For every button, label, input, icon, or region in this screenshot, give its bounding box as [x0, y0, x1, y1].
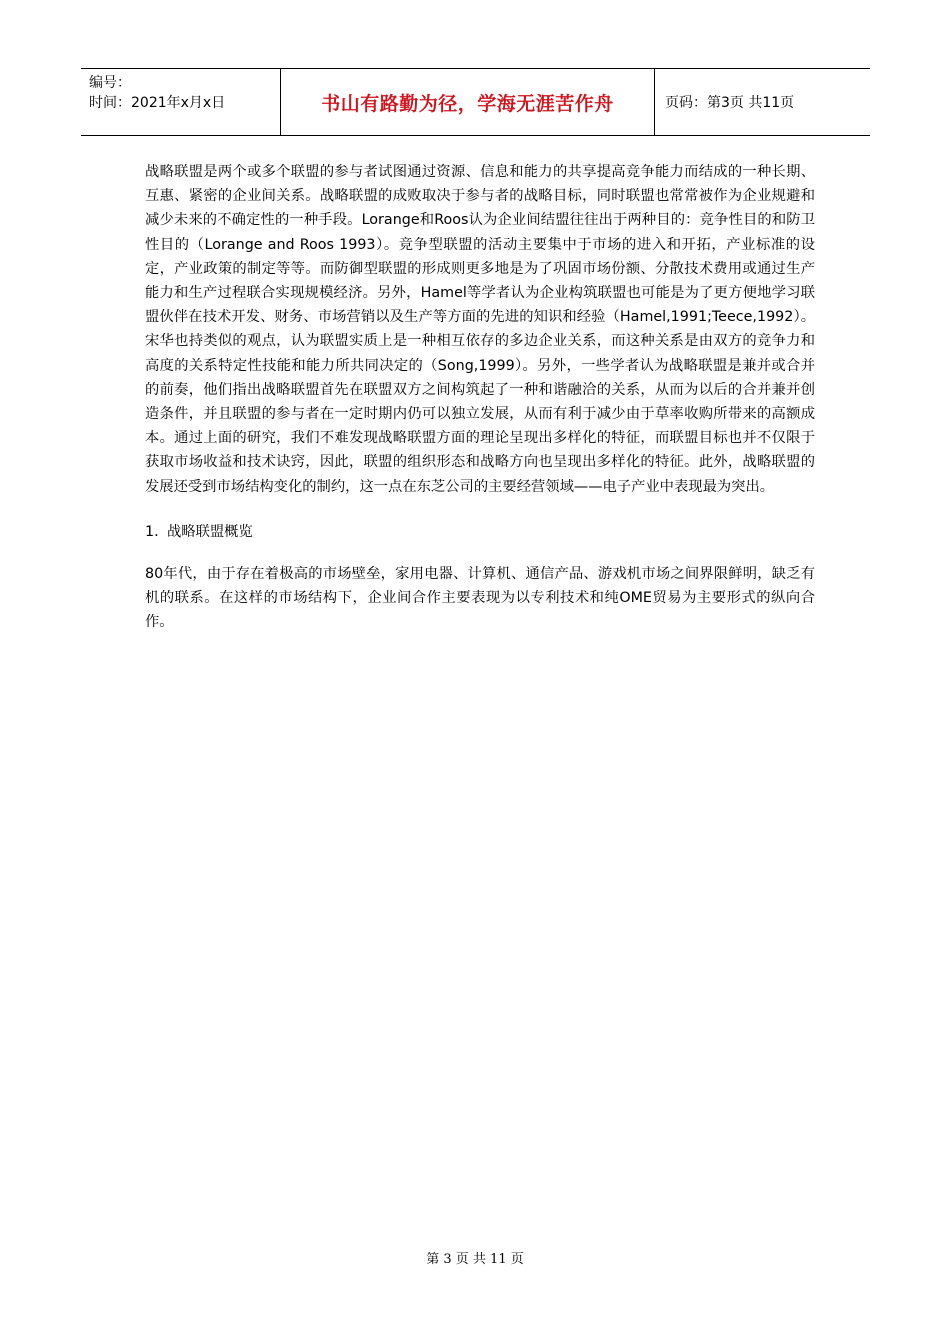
section-title: 战略联盟概览 — [167, 523, 253, 540]
page-info: 页码：第3页 共11页 — [665, 95, 795, 111]
motto-text: 书山有路勤为径，学海无涯苦作舟 — [321, 92, 614, 115]
page-footer: 第 3 页 共 11 页 — [426, 1252, 524, 1267]
document-header — [81, 68, 870, 136]
header-meta-cell — [81, 69, 281, 135]
paragraph-strategic-alliance-intro: 战略联盟是两个或多个联盟的参与者试图通过资源、信息和能力的共享提高竞争能力而结成的一种长期、互惠、紧密的企业间关系。战略联盟的成败取决于参与者的战略目标，同时联盟也常常被作为企业规避和减少未来的不确定性的一种手段。Lorange和Roos认为企业间结盟往往出于两种目的：竞争性目的和防卫性目的（Lorange and Roos 1993）。竞争型联盟的活动主要集中于市场的进入和开拓，产业标准的设定，产业政策的制定等等。而防御型联盟的形成则更多地是为了巩固市场份额、分散技术费用或通过生产能力和生产过程联合实现规模经济。另外，Hamel等学者认为企业构筑联盟也可能是为了更方便地学习联盟伙伴在技术开发、财务、市场营销以及生产等方面的先进的知识和经验（Hamel,1991;Teece,1992）。宋华也持类似的观点，认为联盟实质上是一种相互依存的多边企业关系，而这种关系是由双方的竞争力和高度的关系特定性技能和能力所共同决定的（Song,1999）。另外，一些学者认为战略联盟是兼并或合并的前奏，他们指出战略联盟首先在联盟双方之间构筑起了一种和谐融洽的关系，从而为以后的合并兼并创造条件，并且联盟的参与者在一定时期内仍可以独立发展，从而有利于减少由于草率收购所带来的高额成本。通过上面的研究，我们不难发现战略联盟方面的理论呈现出多样化的特征，而联盟目标也并不仅限于获取市场收益和技术诀窍，因此，联盟的组织形态和战略方向也呈现出多样化的特征。此外，战略联盟的发展还受到市场结构变化的制约，这一点在东芝公司的主要经营领域——电子产业中表现最为突出。 — [145, 164, 815, 495]
paragraph-1980s-market: 80年代，由于存在着极高的市场壁垒，家用电器、计算机、通信产品、游戏机市场之间界限鲜明，缺乏有机的联系。在这样的市场结构下，企业间合作主要表现为以专利技术和纯OME贸易为主要形式的纵向合作。 — [145, 566, 815, 631]
section-heading — [145, 520, 815, 544]
section-number: 1. — [145, 523, 159, 540]
document-body — [145, 160, 815, 635]
header-motto-cell — [281, 69, 655, 135]
header-page-cell — [655, 69, 870, 135]
serial-number-label: 编号： — [89, 75, 131, 91]
date-label: 时间：2021年x月x日 — [89, 95, 226, 111]
